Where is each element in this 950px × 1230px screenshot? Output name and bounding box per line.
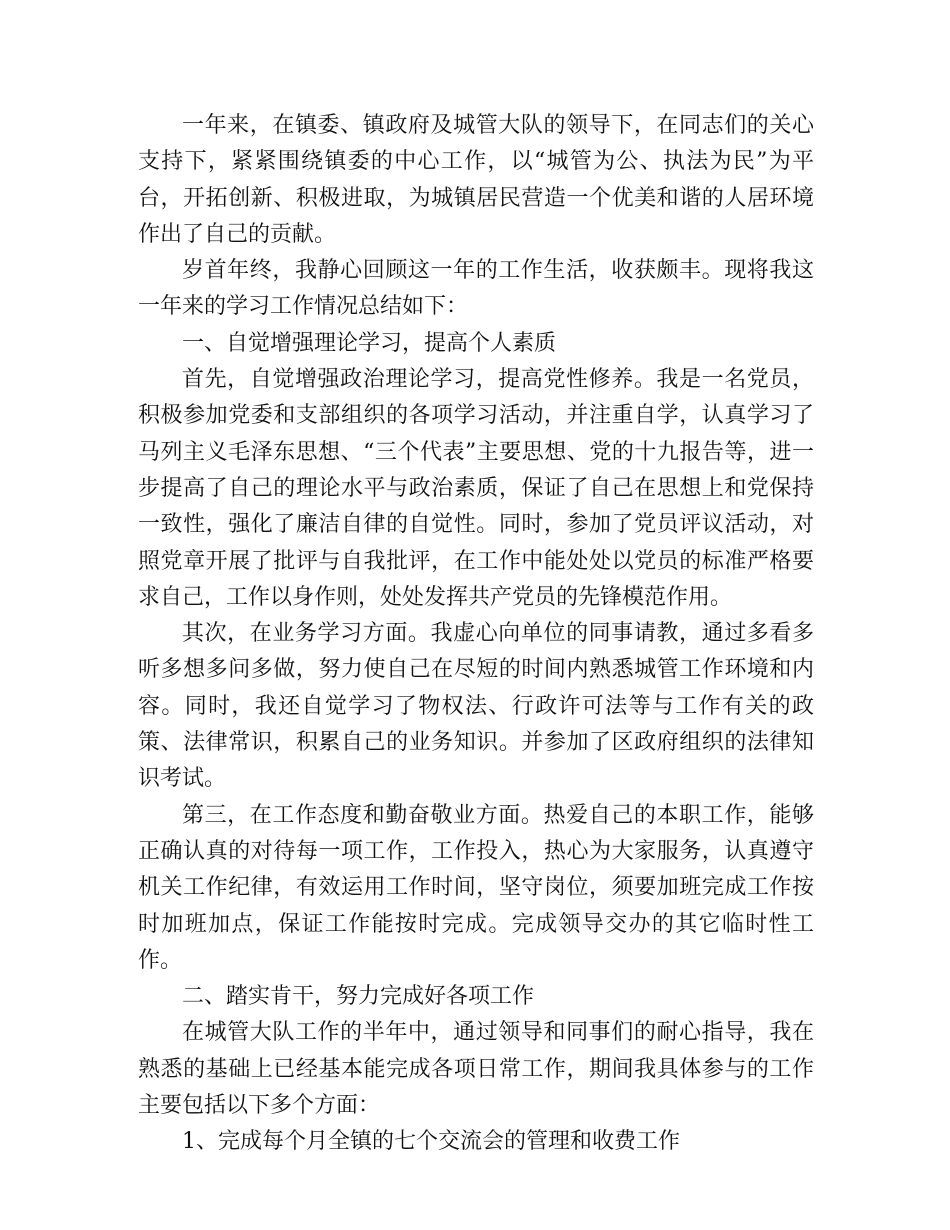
- paragraph-intro: 一年来，在镇委、镇政府及城管大队的领导下，在同志们的关心支持下，紧紧围绕镇委的中心工作，以“城管为公、执法为民”为平台，开拓创新、积极进取，为城镇居民营造一个优美和谐的人居环境作出了自己的贡献。: [138, 113, 814, 247]
- paragraph-work-attitude: 第三，在工作态度和勤奋敬业方面。热爱自己的本职工作，能够正确认真的对待每一项工作，工作投入，热心为大家服务，认真遵守机关工作纪律，有效运用工作时间，坚守岗位，须要加班完成工作按时加班加点，保证工作能按时完成。完成领导交办的其它临时性工作。: [138, 802, 814, 973]
- paragraph-half-year-work: 在城管大队工作的半年中，通过领导和同事们的耐心指导，我在熟悉的基础上已经基本能完成各项日常工作，期间我具体参与的工作主要包括以下多个方面：: [138, 1020, 814, 1119]
- section-heading-theory-study: 一、自觉增强理论学习，提高个人素质: [182, 330, 557, 356]
- document-body: [138, 108, 814, 1161]
- list-item-exchange-meetings: 1、完成每个月全镇的七个交流会的管理和收费工作: [182, 1129, 680, 1155]
- paragraph-political-study: 首先，自觉增强政治理论学习，提高党性修养。我是一名党员，积极参加党委和支部组织的各项学习活动，并注重自学，认真学习了马列主义毛泽东思想、“三个代表”主要思想、党的十九报告等，进一步提高了自己的理论水平与政治素质，保证了自己在思想上和党保持一致性，强化了廉洁自律的自觉性。同时，参加了党员评议活动，对照党章开展了批评与自我批评，在工作中能处处以党员的标准严格要求自己，工作以身作则，处处发挥共产党员的先锋模范作用。: [138, 367, 814, 610]
- paragraph-business-study: 其次，在业务学习方面。我虚心向单位的同事请教，通过多看多听多想多问多做，努力使自己在尽短的时间内熟悉城管工作环境和内容。同时，我还自觉学习了物权法、行政许可法等与工作有关的政策、法律常识，积累自己的业务知识。并参加了区政府组织的法律知识考试。: [138, 621, 814, 792]
- paragraph-review: 岁首年终，我静心回顾这一年的工作生活，收获颇丰。现将我这一年来的学习工作情况总结如下：: [138, 258, 814, 320]
- section-heading-complete-work: 二、踏实肯干，努力完成好各项工作: [182, 984, 535, 1010]
